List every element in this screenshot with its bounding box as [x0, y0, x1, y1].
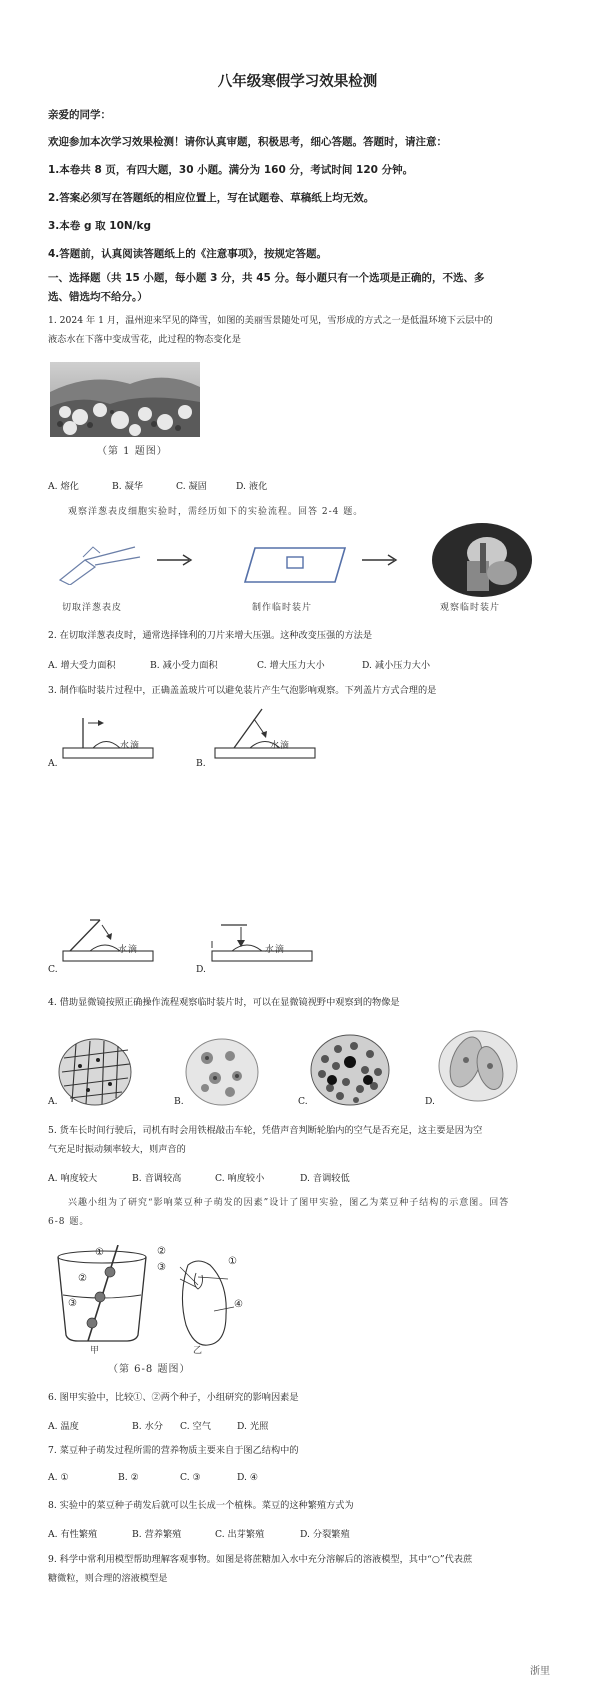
- q3-option-d-label: D.: [196, 964, 206, 975]
- q4-text: 4. 借助显微镜按照正确操作流程观察临时装片时，可以在显微镜视野中观察到的物像是: [48, 997, 400, 1008]
- q6-option-b: B. 水分: [132, 1421, 163, 1432]
- flow-label-1: 切取洋葱表皮: [62, 603, 123, 613]
- intro: 欢迎参加本次学习效果检测！请你认真审题，积极思考，细心答题。答题时，请注意：: [48, 136, 447, 148]
- q1-option-d: D. 液化: [236, 481, 268, 492]
- section-heading-line2: 选、错选均不给分。）: [48, 291, 148, 303]
- q5-option-a: A. 响度较大: [48, 1173, 98, 1184]
- stem-2-4: 观察洋葱表皮细胞实验时，需经历如下的实验流程。回答 2-4 题。: [68, 507, 364, 517]
- stem-6-8-line2: 6-8 题。: [48, 1217, 90, 1227]
- snow-landscape-photo: [50, 362, 200, 437]
- q3-option-d-figure: [207, 915, 317, 965]
- q8-option-c: C. 出芽繁殖: [215, 1529, 265, 1540]
- q2-option-d: D. 减小压力大小: [362, 660, 431, 671]
- q8-option-d: D. 分裂繁殖: [300, 1529, 350, 1540]
- jia-marker-1: ①: [95, 1247, 104, 1258]
- q3-text: 3. 制作临时装片过程中，正确盖盖玻片可以避免装片产生气泡影响观察。下列盖片方式合理的是: [48, 685, 437, 696]
- q1-line1: 1. 2024 年 1 月，温州迎来罕见的降雪，如图的美丽雪景随处可见，雪形成的方式之一是低温环境下云层中的: [48, 315, 493, 326]
- q2-option-a: A. 增大受力面积: [48, 660, 116, 671]
- q5-option-b: B. 音调较高: [132, 1173, 182, 1184]
- yi-marker-4: ④: [234, 1299, 243, 1310]
- q4-option-c-label: C.: [298, 1096, 308, 1107]
- microscope-observation-photo: [432, 523, 532, 598]
- q4-option-d-label: D.: [425, 1096, 435, 1107]
- q3-a-water-label: 水滴: [120, 741, 141, 751]
- q5-option-c: C. 响度较小: [215, 1173, 265, 1184]
- q1-option-a: A. 熔化: [48, 481, 79, 492]
- q1-figure-caption: （第 1 题图）: [97, 446, 168, 457]
- label-yi: 乙: [193, 1346, 204, 1356]
- q8-option-a: A. 有性繁殖: [48, 1529, 98, 1540]
- q4-option-b-label: B.: [174, 1096, 184, 1107]
- q3-option-a-figure: [58, 710, 158, 762]
- q7-text: 7. 菜豆种子萌发过程所需的营养物质主要来自于图乙结构中的: [48, 1445, 299, 1456]
- q1-line2: 液态水在下落中变成雪花，此过程的物态变化是: [48, 334, 241, 345]
- q6-text: 6. 图甲实验中，比较①、②两个种子，小组研究的影响因素是: [48, 1392, 299, 1403]
- q3-option-c-label: C.: [48, 964, 58, 975]
- page-title: 八年级寒假学习效果检测: [217, 74, 378, 90]
- flow-arrow-2: [360, 550, 400, 570]
- cell-image-d: [438, 1030, 518, 1102]
- q7-option-c: C. ③: [180, 1472, 201, 1483]
- q5-line1: 5. 货车长时间行驶后，司机有时会用铁棍敲击车轮，凭借声音判断轮胎内的空气是否充足，这主要是因为空: [48, 1125, 483, 1136]
- flow-label-2: 制作临时装片: [252, 603, 313, 613]
- slide-icon: [240, 545, 350, 585]
- q8-option-b: B. 营养繁殖: [132, 1529, 182, 1540]
- q2-option-c: C. 增大压力大小: [257, 660, 325, 671]
- greeting: 亲爱的同学：: [48, 109, 111, 121]
- note-1: 1.本卷共 8 页，有四大题，30 小题。满分为 160 分，考试时间 120 分钟。: [48, 164, 414, 176]
- q3-option-a-label: A.: [48, 758, 58, 769]
- q9-line2: 糖微粒，则合理的溶液模型是: [48, 1573, 168, 1584]
- jia-marker-3: ③: [68, 1298, 77, 1309]
- seed-experiment-figure: [48, 1245, 258, 1355]
- q6-option-c: C. 空气: [180, 1421, 211, 1432]
- q3-c-water-label: 水滴: [118, 945, 139, 955]
- note-4: 4.答题前，认真阅读答题纸上的《注意事项》，按规定答题。: [48, 248, 328, 260]
- q7-option-b: B. ②: [118, 1472, 139, 1483]
- tweezers-onion-icon: [55, 535, 145, 585]
- q3-option-b-label: B.: [196, 758, 206, 769]
- yi-marker-2: ②: [157, 1246, 166, 1257]
- q6-option-a: A. 温度: [48, 1421, 79, 1432]
- yi-marker-1: ①: [228, 1256, 237, 1267]
- label-jia: 甲: [90, 1346, 101, 1356]
- flow-arrow-1: [155, 550, 195, 570]
- q2-text: 2. 在切取洋葱表皮时，通常选择锋利的刀片来增大压强。这种改变压强的方法是: [48, 630, 373, 641]
- footer-watermark: 浙里: [530, 1666, 550, 1677]
- flow-label-3: 观察临时装片: [440, 603, 501, 613]
- q4-option-a-label: A.: [48, 1096, 58, 1107]
- cell-image-c: [310, 1034, 390, 1106]
- q9-line1: 9. 科学中常利用模型帮助理解客观事物。如图是将蔗糖加入水中充分溶解后的溶液模型，其中“○”代表蔗: [48, 1554, 473, 1565]
- cell-image-b: [185, 1038, 260, 1106]
- yi-marker-3: ③: [157, 1262, 166, 1273]
- note-2: 2.答案必须写在答题纸的相应位置上，写在试题卷、草稿纸上均无效。: [48, 192, 375, 204]
- section-heading-line1: 一、选择题（共 15 小题，每小题 3 分，共 45 分。每小题只有一个选项是正确的，不选、多: [48, 272, 485, 284]
- jia-marker-2: ②: [78, 1273, 87, 1284]
- note-3: 3.本卷 g 取 10N/kg: [48, 220, 152, 232]
- q7-option-d: D. ④: [237, 1472, 259, 1483]
- q3-option-c-figure: [58, 915, 158, 965]
- q1-option-b: B. 凝华: [112, 481, 143, 492]
- q7-option-a: A. ①: [48, 1472, 69, 1483]
- q6-option-d: D. 光照: [237, 1421, 269, 1432]
- q2-option-b: B. 减小受力面积: [150, 660, 218, 671]
- q3-option-b-figure: [210, 705, 320, 762]
- q8-text: 8. 实验中的菜豆种子萌发后就可以生长成一个植株。菜豆的这种繁殖方式为: [48, 1500, 354, 1511]
- stem-6-8-line1: 兴趣小组为了研究“影响菜豆种子萌发的因素”设计了图甲实验，图乙为菜豆种子结构的示意图。回答: [68, 1198, 510, 1208]
- fig-6-8-caption: （第 6-8 题图）: [108, 1364, 191, 1375]
- q5-line2: 气充足时振动频率较大，则声音的: [48, 1144, 186, 1155]
- q5-option-d: D. 音调较低: [300, 1173, 350, 1184]
- q3-b-water-label: 水滴: [270, 741, 291, 751]
- q1-option-c: C. 凝固: [176, 481, 207, 492]
- cell-image-a: [58, 1038, 133, 1106]
- q3-d-water-label: 水滴: [265, 945, 286, 955]
